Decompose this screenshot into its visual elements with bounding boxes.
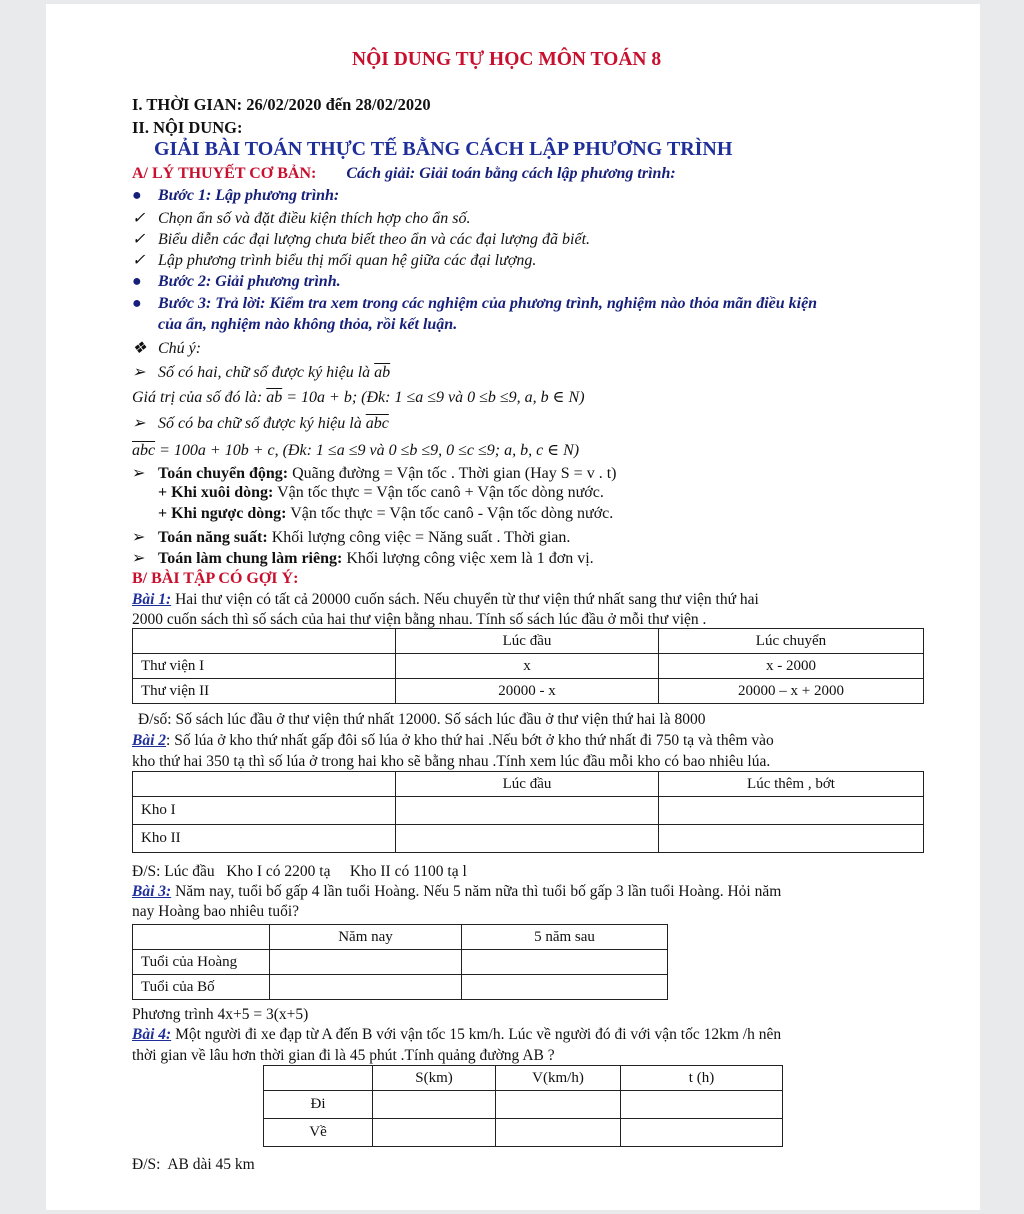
ex4-text-2: thời gian về lâu hơn thời gian đi là 45 phút .Tính quảng đường AB ? bbox=[132, 1047, 555, 1064]
check-icon: ✓ bbox=[132, 252, 146, 269]
note-text: Chú ý: bbox=[158, 340, 202, 357]
arrow-icon: ➢ bbox=[132, 364, 146, 381]
content-heading: II. NỘI DUNG: bbox=[132, 118, 243, 137]
time-line: I. THỜI GIAN: 26/02/2020 đến 28/02/2020 bbox=[132, 95, 431, 114]
table-header: Lúc chuyển bbox=[659, 629, 924, 654]
table-cell bbox=[133, 772, 396, 797]
table-header: Lúc đầu bbox=[396, 772, 659, 797]
three-digit-value-rest: = 100a + 10b + c, (Đk: 1 ≤a ≤9 và 0 ≤b ≤9, 0 ≤c ≤9; a, b, c ∈ N) bbox=[155, 442, 580, 459]
table-cell bbox=[373, 1091, 496, 1119]
table-cell bbox=[396, 797, 659, 825]
check-icon: ✓ bbox=[132, 210, 146, 227]
table-row bbox=[133, 925, 668, 950]
table-header: Lúc đầu bbox=[396, 629, 659, 654]
table-cell bbox=[373, 1119, 496, 1147]
joint-work-text: Khối lượng công việc xem là 1 đơn vị. bbox=[342, 550, 594, 567]
table-cell: Thư viện I bbox=[133, 654, 396, 679]
table-cell: Kho II bbox=[133, 825, 396, 853]
two-digit-value-prefix: Giá trị của số đó là: bbox=[132, 389, 267, 406]
table-cell bbox=[659, 797, 924, 825]
productivity-text: Khối lượng công việc = Năng suất . Thời gian. bbox=[267, 529, 571, 546]
check-item-3 bbox=[132, 250, 536, 270]
exercises-heading: B/ BÀI TẬP CÓ GỢI Ý: bbox=[132, 570, 299, 587]
table-cell bbox=[396, 825, 659, 853]
productivity-label: Toán năng suất: bbox=[158, 529, 268, 546]
four-diamond-icon: ❖ bbox=[132, 340, 147, 357]
ex1-answer: Đ/số: Số sách lúc đầu ở thư viện thứ nhất 12000. Số sách lúc đầu ở thư viện thứ hai là 8000 bbox=[138, 711, 706, 728]
table-cell bbox=[462, 950, 668, 975]
table-header: V(km/h) bbox=[496, 1066, 621, 1091]
arrow-icon: ➢ bbox=[132, 550, 146, 567]
table-cell bbox=[496, 1119, 621, 1147]
table-row bbox=[133, 679, 924, 704]
motion-label: Toán chuyển động: bbox=[158, 465, 289, 482]
table-header: Lúc thêm , bớt bbox=[659, 772, 924, 797]
table-row bbox=[133, 629, 924, 654]
arrow-icon: ➢ bbox=[132, 465, 146, 482]
check-text-3: Lập phương trình biểu thị mối quan hệ giữa các đại lượng. bbox=[158, 252, 537, 269]
downstream-text: Vận tốc thực = Vận tốc canô + Vận tốc dòng nước. bbox=[273, 484, 604, 501]
table-cell: x bbox=[396, 654, 659, 679]
ex2-line-1 bbox=[132, 732, 774, 750]
table-cell: 20000 – x + 2000 bbox=[659, 679, 924, 704]
ex2-answer: Đ/S: Lúc đầu Kho I có 2200 tạ Kho II có 1100 tạ l bbox=[132, 863, 467, 880]
productivity-line bbox=[132, 527, 570, 547]
table-header: t (h) bbox=[621, 1066, 783, 1091]
note-line bbox=[132, 338, 201, 358]
three-digit-symbol: $\overline{abc}$ bbox=[365, 415, 389, 432]
table-header: S(km) bbox=[373, 1066, 496, 1091]
table-row bbox=[133, 825, 924, 853]
check-text-1: Chọn ẩn số và đặt điều kiện thích hợp cho ẩn số. bbox=[158, 210, 471, 227]
table-row bbox=[133, 797, 924, 825]
table-cell bbox=[133, 925, 270, 950]
table-cell: Tuổi của Bố bbox=[133, 975, 270, 1000]
document-page bbox=[46, 4, 980, 1210]
ex2-text-1: : Số lúa ở kho thứ nhất gấp đôi số lúa ở kho thứ hai .Nếu bớt ở kho thứ nhất đi 750 tạ và thêm vào bbox=[166, 732, 774, 749]
ex3-text-2: nay Hoàng bao nhiêu tuổi? bbox=[132, 903, 300, 920]
bullet-icon: ● bbox=[132, 295, 142, 312]
table-cell bbox=[659, 825, 924, 853]
ex4-line-1 bbox=[132, 1026, 781, 1044]
main-heading: GIẢI BÀI TOÁN THỰC TẾ BẰNG CÁCH LẬP PHƯƠNG TRÌNH bbox=[154, 138, 733, 160]
two-digit-value-symbol: $\overline{ab}$ bbox=[266, 389, 283, 406]
table-cell: Kho I bbox=[133, 797, 396, 825]
table-cell bbox=[264, 1066, 373, 1091]
joint-work-line bbox=[132, 548, 594, 568]
document-title: NỘI DUNG TỰ HỌC MÔN TOÁN 8 bbox=[352, 49, 662, 70]
step3-line bbox=[132, 295, 817, 313]
two-digit-text: Số có hai, chữ số được ký hiệu là bbox=[158, 364, 375, 381]
three-digit-value-symbol: $\overline{abc}$ bbox=[132, 442, 156, 459]
arrow-icon: ➢ bbox=[132, 529, 146, 546]
table-cell: x - 2000 bbox=[659, 654, 924, 679]
upstream-text: Vận tốc thực = Vận tốc canô - Vận tốc dòng nước. bbox=[286, 505, 614, 522]
step2-line bbox=[132, 273, 341, 291]
ex3-table bbox=[132, 924, 668, 1000]
table-cell bbox=[621, 1119, 783, 1147]
table-header: 5 năm sau bbox=[462, 925, 668, 950]
arrow-icon: ➢ bbox=[132, 415, 146, 432]
ex4-answer: Đ/S: AB dài 45 km bbox=[132, 1156, 255, 1173]
ex2-label: Bài 2 bbox=[132, 732, 167, 749]
table-cell bbox=[496, 1091, 621, 1119]
table-cell bbox=[462, 975, 668, 1000]
step1-line bbox=[132, 187, 339, 205]
ex4-label: Bài 4: bbox=[132, 1026, 172, 1043]
two-digit-symbol: $\overline{ab}$ bbox=[374, 364, 391, 381]
theory-heading-line bbox=[132, 165, 676, 183]
table-cell bbox=[133, 629, 396, 654]
joint-work-label: Toán làm chung làm riêng: bbox=[158, 550, 343, 567]
step2-text: Bước 2: Giải phương trình. bbox=[158, 273, 341, 290]
table-cell bbox=[621, 1091, 783, 1119]
table-cell bbox=[270, 950, 462, 975]
two-digit-line bbox=[132, 362, 390, 382]
table-row bbox=[133, 975, 668, 1000]
bullet-icon: ● bbox=[132, 187, 142, 204]
ex2-text-2: kho thứ hai 350 tạ thì số lúa ở trong hai kho sẽ bằng nhau .Tính xem lúc đầu mỗi kho có bao nhiêu lúa. bbox=[132, 753, 771, 770]
theory-heading: A/ LÝ THUYẾT CƠ BẢN: bbox=[132, 165, 317, 182]
downstream-line bbox=[158, 484, 604, 502]
check-text-2: Biểu diễn các đại lượng chưa biết theo ẩn và các đại lượng đã biết. bbox=[158, 231, 591, 248]
table-row bbox=[133, 772, 924, 797]
step3-text-2: của ẩn, nghiệm nào không thỏa, rồi kết luận. bbox=[158, 316, 458, 333]
table-cell: Tuổi của Hoàng bbox=[133, 950, 270, 975]
check-item-2 bbox=[132, 229, 590, 249]
upstream-line bbox=[158, 505, 613, 523]
step1-text: Bước 1: Lập phương trình: bbox=[158, 187, 340, 204]
table-cell: Thư viện II bbox=[133, 679, 396, 704]
motion-line bbox=[132, 463, 616, 483]
ex3-line-1 bbox=[132, 883, 781, 901]
ex2-table bbox=[132, 771, 924, 853]
ex4-table bbox=[263, 1065, 783, 1147]
table-cell bbox=[270, 975, 462, 1000]
method-line: Cách giải: Giải toán bằng cách lập phương trình: bbox=[346, 165, 676, 182]
downstream-label: + Khi xuôi dòng: bbox=[158, 484, 274, 501]
ex1-text-1: Hai thư viện có tất cả 20000 cuốn sách. Nếu chuyển từ thư viện thứ nhất sang thư viện thứ hai bbox=[171, 591, 759, 608]
table-row bbox=[133, 654, 924, 679]
upstream-label: + Khi ngược dòng: bbox=[158, 505, 287, 522]
ex1-table bbox=[132, 628, 924, 704]
two-digit-value-rest: = 10a + b; (Đk: 1 ≤a ≤9 và 0 ≤b ≤9, a, b ∈ N) bbox=[282, 389, 585, 406]
ex3-label: Bài 3: bbox=[132, 883, 172, 900]
ex3-text-1: Năm nay, tuổi bố gấp 4 lần tuổi Hoàng. Nếu 5 năm nữa thì tuổi bố gấp 3 lần tuổi Hoàng. Hỏi năm bbox=[171, 883, 782, 900]
two-digit-value-line bbox=[132, 387, 585, 407]
three-digit-line bbox=[132, 413, 389, 433]
table-cell: 20000 - x bbox=[396, 679, 659, 704]
ex1-line-1 bbox=[132, 591, 759, 609]
ex4-text-1: Một người đi xe đạp từ A đến B với vận tốc 15 km/h. Lúc về người đó đi với vận tốc 12km /h nên bbox=[171, 1026, 782, 1043]
three-digit-value-line bbox=[132, 440, 579, 460]
table-row bbox=[264, 1091, 783, 1119]
bullet-icon: ● bbox=[132, 273, 142, 290]
three-digit-text: Số có ba chữ số được ký hiệu là bbox=[158, 415, 366, 432]
table-cell: Về bbox=[264, 1119, 373, 1147]
motion-text: Quãng đường = Vận tốc . Thời gian (Hay S = v . t) bbox=[288, 465, 617, 482]
table-row bbox=[133, 950, 668, 975]
table-cell: Đi bbox=[264, 1091, 373, 1119]
ex1-text-2: 2000 cuốn sách thì số sách của hai thư viện bằng nhau. Tính số sách lúc đầu ở mỗi thư viện . bbox=[132, 611, 707, 628]
check-item-1 bbox=[132, 208, 471, 228]
table-row bbox=[264, 1066, 783, 1091]
ex3-equation: Phương trình 4x+5 = 3(x+5) bbox=[132, 1006, 309, 1023]
table-header: Năm nay bbox=[270, 925, 462, 950]
table-row bbox=[264, 1119, 783, 1147]
step3-text-1: Bước 3: Trả lời: Kiểm tra xem trong các nghiệm của phương trình, nghiệm nào thỏa mãn điều kiện bbox=[158, 295, 818, 312]
check-icon: ✓ bbox=[132, 231, 146, 248]
ex1-label: Bài 1: bbox=[132, 591, 172, 608]
